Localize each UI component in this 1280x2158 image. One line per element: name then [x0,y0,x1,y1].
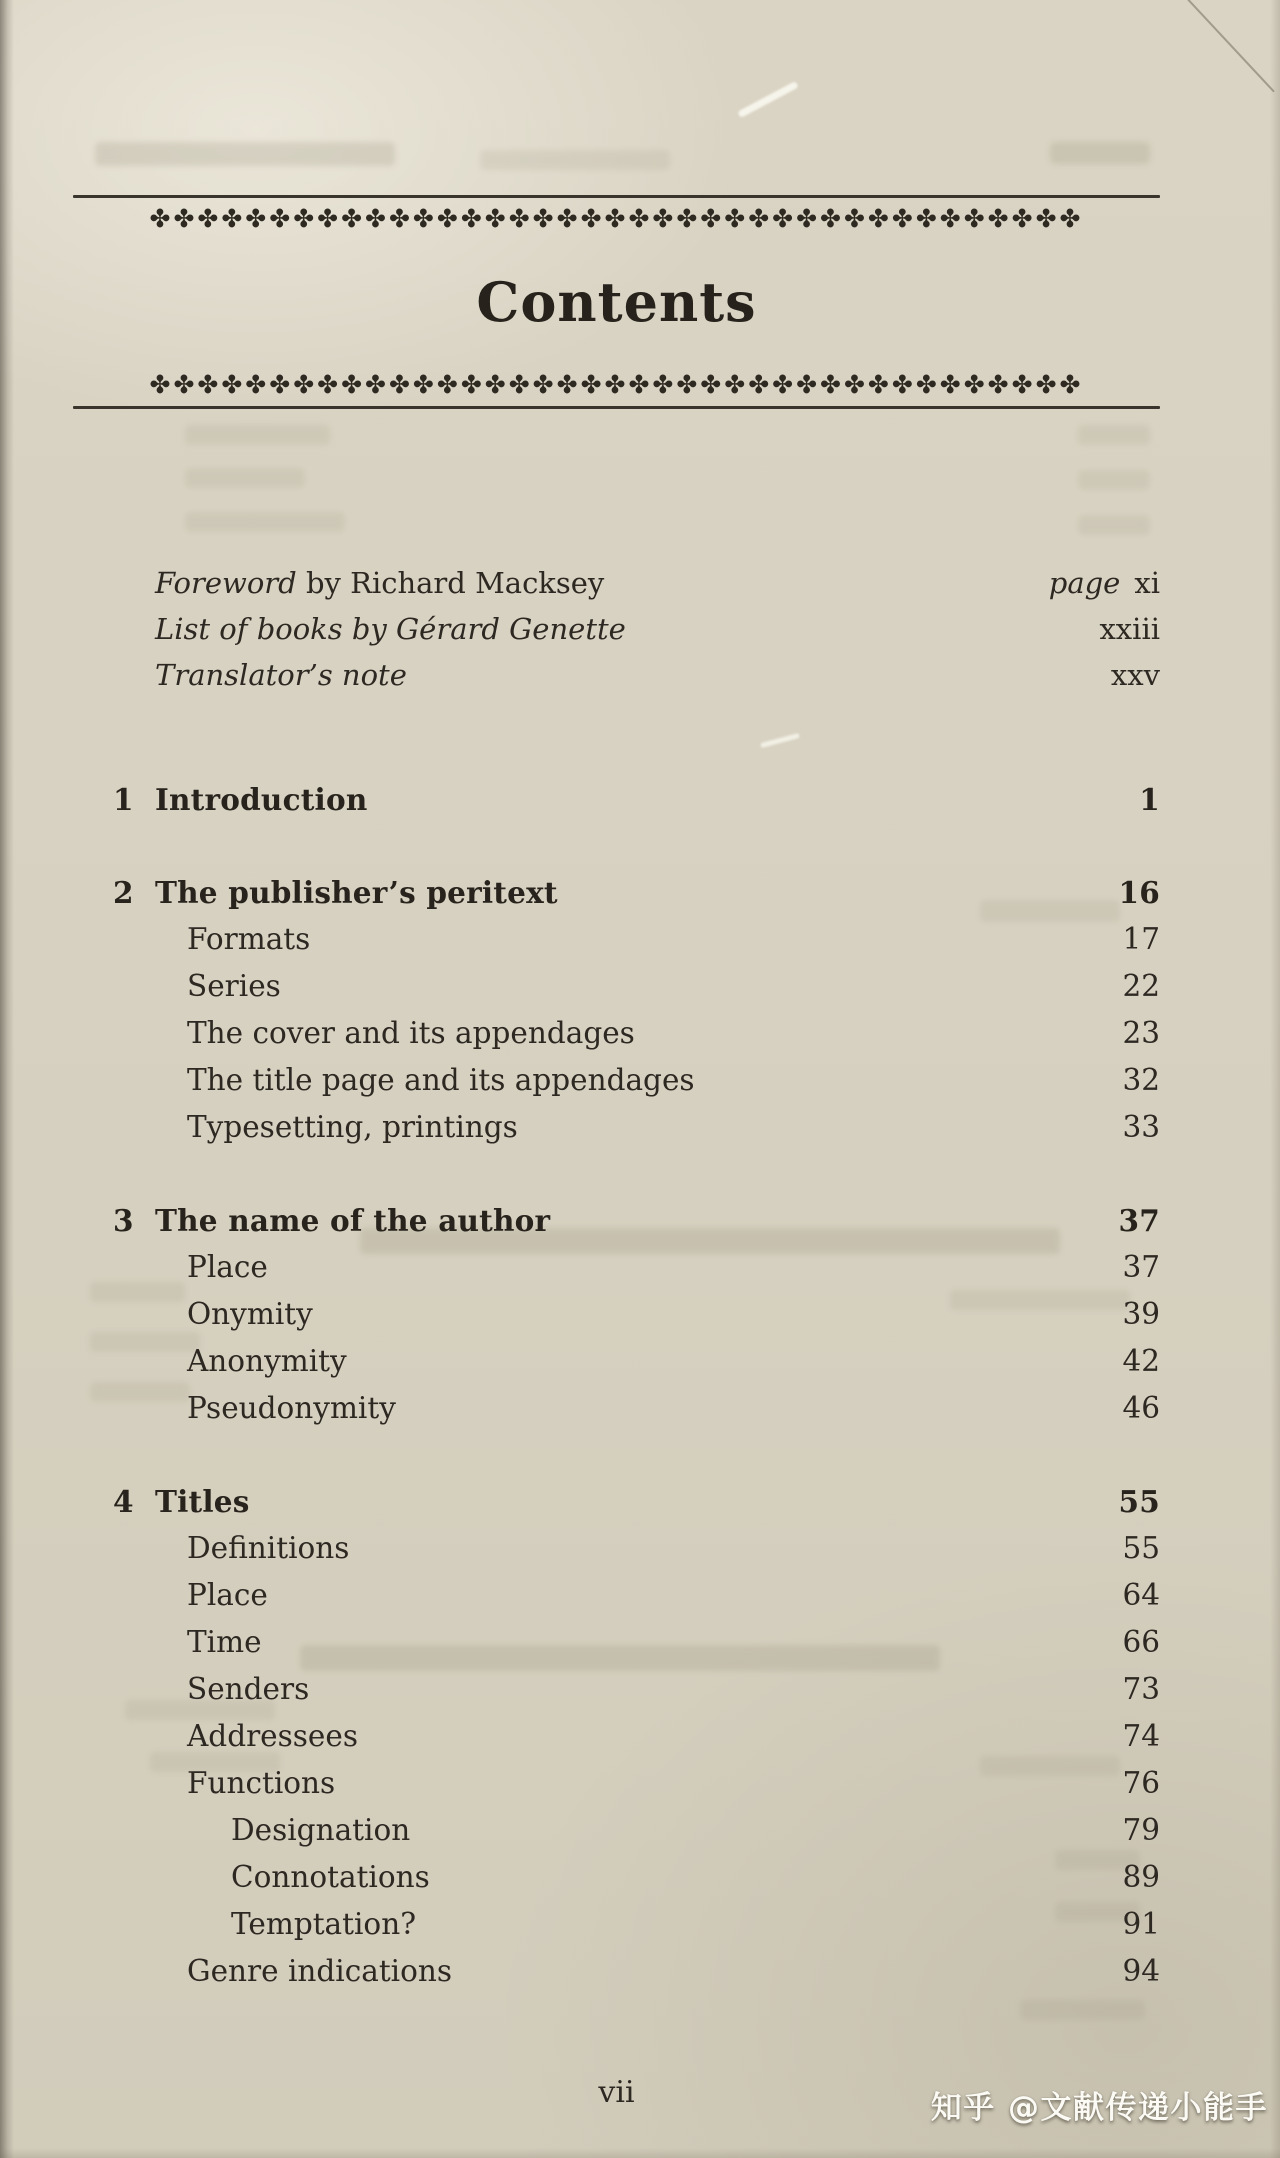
toc-entry [113,1338,1160,1385]
scan-edge-shadow-right [1270,0,1280,2158]
toc-chapter-number [113,1385,155,1432]
toc-entry-title: Senders [187,1672,310,1706]
ornament-row-bottom: ✤✤✤✤✤✤✤✤✤✤✤✤✤✤✤✤✤✤✤✤✤✤✤✤✤✤✤✤✤✤✤✤✤✤✤✤✤✤✤ [149,370,1084,399]
toc-entry-page-number: 91 [1122,1907,1160,1941]
toc-entry-page-number: 66 [1122,1625,1160,1659]
toc-chapter-number: 1 [113,782,134,817]
scan-crease-line [1171,0,1275,93]
toc-entry [113,1901,1160,1948]
toc-entry-title: Addressees [187,1719,358,1753]
toc-entry-title: The name of the author [155,1203,551,1238]
front-matter-label: Foreword by Richard Macksey [155,566,605,600]
toc-chapter-number [113,1666,155,1713]
toc-entry [113,1666,1160,1713]
toc-entry-title: Time [187,1625,262,1659]
toc-entry-title: Temptation? [231,1907,417,1941]
toc-chapter-number [113,1713,155,1760]
toc-entry-title: Genre indications [187,1954,453,1988]
toc-chapter-number [113,963,155,1010]
toc-entry-title: Definitions [187,1531,350,1565]
toc-entry [113,869,1160,916]
toc-entry-page-number: 16 [1118,875,1160,910]
toc-entry [113,916,1160,963]
toc-entry-title: Introduction [155,782,368,817]
toc-entry-title: Formats [187,922,311,956]
toc-entry [113,963,1160,1010]
toc-entry-title: Place [187,1250,268,1284]
toc-entry-title: Pseudonymity [187,1391,396,1425]
ornament-row-top: ✤✤✤✤✤✤✤✤✤✤✤✤✤✤✤✤✤✤✤✤✤✤✤✤✤✤✤✤✤✤✤✤✤✤✤✤✤✤✤ [149,204,1084,233]
toc-chapter-number: 3 [113,1203,134,1238]
toc-chapter-number [113,1901,155,1948]
toc-entry-page-number: 55 [1118,1484,1160,1519]
toc-chapter-number [113,1572,155,1619]
toc-entry-title: The cover and its appendages [187,1016,635,1050]
toc-entry-title: The title page and its appendages [187,1063,695,1097]
toc-entry-page-number: 74 [1122,1719,1160,1753]
toc-chapter-number [113,1619,155,1666]
toc-entry-title: Titles [155,1484,250,1519]
toc-entry [113,1713,1160,1760]
scan-edge-shadow-bottom [0,2148,1280,2158]
front-matter-page-number: page xi [1048,566,1160,600]
toc-entry-title: Series [187,969,281,1003]
toc-entry-page-number: 55 [1122,1531,1160,1565]
toc-chapter-number [113,1854,155,1901]
toc-chapter-number [113,1057,155,1104]
scan-edge-shadow-left [0,0,14,2158]
toc-entry-title: Anonymity [187,1344,347,1378]
toc-chapter-number [113,1010,155,1057]
front-matter-entry [155,606,1160,652]
page-folio: vii [598,2075,635,2110]
toc-entry-page-number: 33 [1122,1110,1160,1144]
toc-entry-page-number: 94 [1122,1954,1160,1988]
toc-entry-page-number: 73 [1122,1672,1160,1706]
toc-chapter-number [113,1244,155,1291]
toc-entry-page-number: 64 [1122,1578,1160,1612]
toc-entry [113,1572,1160,1619]
toc-chapter-number [113,1948,155,1995]
toc-entry-page-number: 76 [1122,1766,1160,1800]
toc-chapter-number: 2 [113,875,134,910]
toc-chapter-number [113,1807,155,1854]
toc-entry [113,1807,1160,1854]
toc-chapter-number [113,1291,155,1338]
toc-entry [113,1291,1160,1338]
toc-entry-page-number: 37 [1118,1203,1160,1238]
front-matter-label: List of books by Gérard Genette [155,612,626,646]
toc-entry [113,1244,1160,1291]
zhihu-watermark: 知乎 @文献传递小能手 [930,2090,1268,2126]
toc-entry [113,1948,1160,1995]
front-matter-list [155,560,1160,698]
toc-entry-page-number: 79 [1122,1813,1160,1847]
toc-entry [113,1010,1160,1057]
toc-entry-page-number: 32 [1122,1063,1160,1097]
page-title: Contents [476,270,757,334]
toc-entry [113,1525,1160,1572]
toc-entry-page-number: 39 [1122,1297,1160,1331]
toc-entry-title: Typesetting, printings [187,1110,518,1144]
front-matter-page-number: xxiii [1099,612,1160,646]
toc-entry-page-number: 46 [1122,1391,1160,1425]
toc-entry [113,1104,1160,1151]
toc-entry-title: Place [187,1578,268,1612]
toc-entry [113,776,1160,823]
front-matter-page-number: xxv [1110,658,1160,692]
toc-entry-page-number: 17 [1122,922,1160,956]
toc-entry-page-number: 1 [1139,782,1160,817]
horizontal-rule-bottom [73,406,1160,409]
toc-entry [113,1760,1160,1807]
toc-entry [113,1057,1160,1104]
scan-white-streak [760,733,800,748]
toc-chapter-number [113,916,155,963]
toc-chapter-number [113,1104,155,1151]
toc-entry-page-number: 37 [1122,1250,1160,1284]
toc-entry-page-number: 89 [1122,1860,1160,1894]
contents-header [73,195,1160,409]
toc-entry-title: Onymity [187,1297,313,1331]
toc-entry-title: Connotations [231,1860,430,1894]
toc-list [113,776,1160,1995]
toc-entry-title: The publisher’s peritext [155,875,558,910]
front-matter-label: Translator’s note [155,658,407,692]
toc-entry [113,1478,1160,1525]
front-matter-entry [155,560,1160,606]
toc-chapter-number: 4 [113,1484,134,1519]
toc-entry-page-number: 23 [1122,1016,1160,1050]
toc-entry-title: Designation [231,1813,411,1847]
toc-chapter-number [113,1338,155,1385]
toc-entry-title: Functions [187,1766,336,1800]
toc-entry [113,1197,1160,1244]
toc-chapter-number [113,1760,155,1807]
toc-chapter-number [113,1525,155,1572]
toc-entry [113,1854,1160,1901]
scan-white-streak [737,81,799,118]
toc-entry [113,1619,1160,1666]
toc-entry-page-number: 22 [1122,969,1160,1003]
front-matter-entry [155,652,1160,698]
toc-entry [113,1385,1160,1432]
toc-entry-page-number: 42 [1122,1344,1160,1378]
